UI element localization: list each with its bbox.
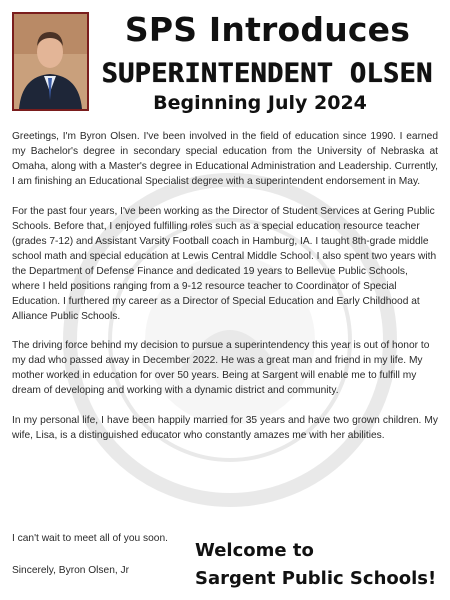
start-date: Beginning July 2024 [153,92,367,114]
paragraph-career: For the past four years, I've been working as the Director of Student Services at Gering Public Schools. Before that, I enjoyed fulfilling roles such as a special education resource teacher (grades 7-12) and Assistant Varsity Football coach in Hamburg, IA. I taught 8th-grade middle school math and special education at Lewis Central Middle School. I also spent two years with the Department of Defense Finance and dedicated 19 years to Bellevue Public Schools, where I held positions ranging from a 9-12 resource teacher to Coordinator of Special Education. I furthered my career as a Director of Special Education and Early Childhood at Alliance Public Schools. [12,205,437,322]
closing-line: I can't wait to meet all of you soon. [12,533,168,544]
paragraph-personal: In my personal life, I have been happily married for 35 years and have two grown children. My wife, Lisa, is a distinguished educator who constantly amazes me with her abilities. [12,414,438,441]
welcome-message [195,537,445,593]
welcome-line-2: Sargent Public Schools! [195,568,437,589]
paragraph-motivation: The driving force behind my decision to pursue a superintendency this year is out of honor to my dad who passed away in December 2022. He was a great man and friend in my life. My mother worked in education for over 50 years. Being at Sargent will enable me to fulfill my dream of developing and working with a dynamic district and community. [12,340,430,396]
signature-line: Sincerely, Byron Olsen, Jr [12,565,130,576]
paragraph-introduction: Greetings, I'm Byron Olsen. I've been involved in the field of education since 1990. I earned my Bachelor's degree in secondary special education from the University of Nebraska at Omaha, along with a Master's degree in Educational Administration and Leadership. Currently, I am finishing an Educational Specialist degree with a superintendent endorsement in May. [12,131,438,187]
page-title: SPS Introduces [124,10,411,49]
letter-body [12,129,438,457]
portrait-photo-icon [14,14,87,109]
superintendent-photo [12,12,89,111]
welcome-line-1: Welcome to [195,540,314,561]
page-subtitle: SUPERINTENDENT OLSEN [101,58,433,89]
